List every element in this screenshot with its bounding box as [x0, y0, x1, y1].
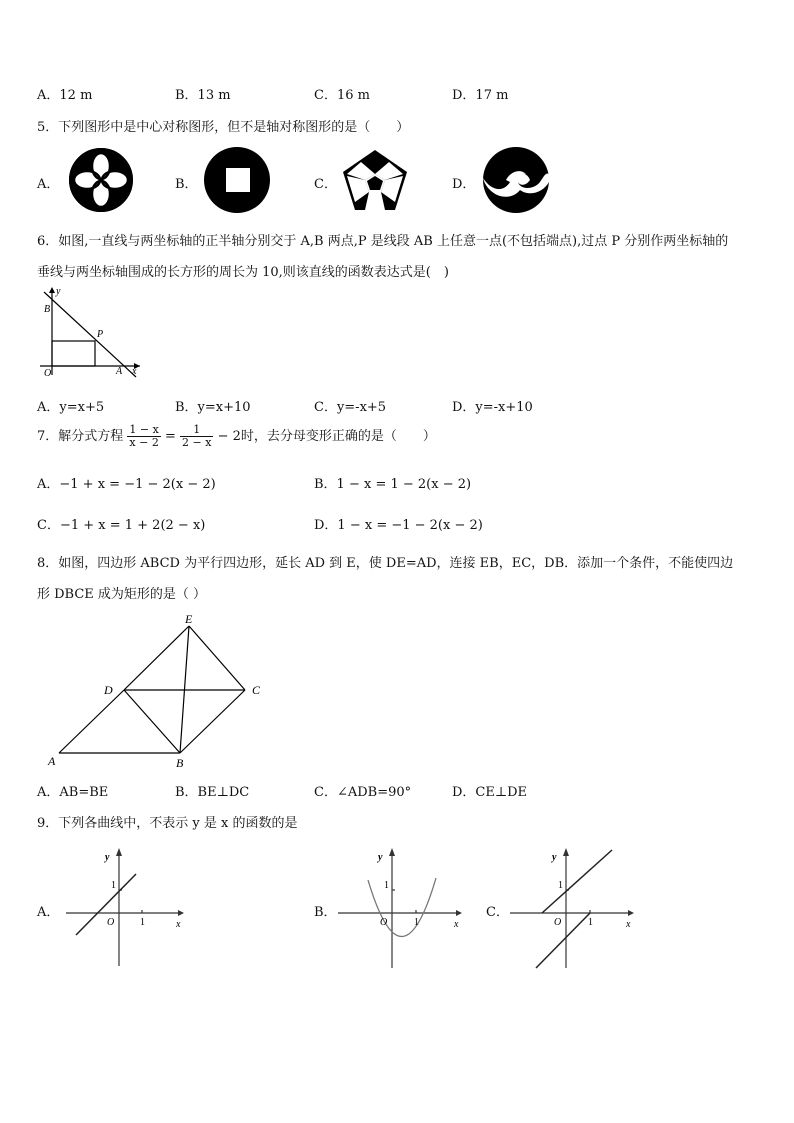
- q4-option-b: B．13 m: [175, 88, 231, 103]
- q8-option-b: B．BE⊥DC: [175, 785, 250, 800]
- q9a-label-one-x: 1: [140, 917, 145, 928]
- q9a-label-one-y: 1: [111, 880, 116, 891]
- coin-square-hole-icon: [203, 146, 271, 214]
- q6-option-c: C．y=-x+5: [314, 400, 387, 415]
- q8-label-c: C: [252, 683, 261, 697]
- q8-stem-line1: 8．如图，四边形 ABCD 为平行四边形，延长 AD 到 E，使 DE=AD，连接 EB，EC，DB．添加一个条件，不能使四边: [37, 556, 734, 571]
- q7-fraction-2: [180, 424, 213, 449]
- q8-label-d: D: [104, 683, 113, 697]
- q9-stem: 9．下列各曲线中，不表示 y 是 x 的函数的是: [37, 816, 298, 831]
- q7-option-c: C．−1 + x = 1 + 2(2 − x): [37, 518, 206, 533]
- q7-option-d: D．1 − x = −1 − 2(x − 2): [314, 518, 483, 533]
- four-petal-circle-icon: [67, 146, 135, 214]
- q7-fraction-1: [127, 424, 160, 449]
- q5-label-b: B．: [175, 177, 198, 192]
- q6-option-b: B．y=x+10: [175, 400, 251, 415]
- q8-stem-line2: 形 DBCE 成为矩形的是（ ）: [37, 587, 207, 602]
- q6-option-a: A．y=x+5: [37, 400, 105, 415]
- q9-graph-c: [508, 846, 638, 970]
- q9b-label-o: O: [380, 917, 388, 928]
- q9a-label-x: x: [176, 919, 181, 930]
- pentagon-flower-icon: [341, 148, 409, 212]
- q9-label-b: B．: [314, 905, 337, 920]
- q8-option-a: A．AB=BE: [37, 785, 109, 800]
- q5-label-d: D．: [452, 177, 476, 192]
- q9c-label-one-y: 1: [558, 880, 563, 891]
- q7-stem-tail: − 2时，去分母变形正确的是（ ）: [217, 429, 436, 444]
- q8-figure: [44, 612, 274, 772]
- q9-graph-b: [336, 846, 466, 970]
- q9b-label-x: x: [454, 919, 459, 930]
- q5-stem: 5．下列图形中是中心对称图形，但不是轴对称图形的是（ ）: [37, 120, 410, 135]
- q9c-label-x: x: [626, 919, 631, 930]
- q7-frac2-numerator: 1: [180, 424, 213, 437]
- q6-label-y: y: [56, 286, 61, 297]
- q9-label-c: C．: [486, 905, 509, 920]
- q9a-label-y: y: [105, 852, 110, 863]
- q6-label-p: P: [97, 329, 104, 340]
- q8-label-b: B: [176, 756, 184, 770]
- wave-circle-icon: [480, 146, 552, 214]
- q6-label-o: O: [44, 368, 52, 379]
- q7-option-a: A．−1 + x = −1 − 2(x − 2): [37, 477, 216, 492]
- q6-label-x: x: [132, 366, 137, 377]
- q7-frac1-denominator: x − 2: [129, 436, 159, 449]
- q9b-label-one-y: 1: [384, 880, 389, 891]
- q7-equals: =: [164, 429, 176, 444]
- q6-figure: [36, 285, 144, 385]
- q9-label-a: A．: [37, 905, 60, 920]
- q6-option-d: D．y=-x+10: [452, 400, 533, 415]
- q7-stem: [37, 424, 436, 449]
- q8-label-e: E: [185, 612, 193, 626]
- q9c-label-o: O: [554, 917, 562, 928]
- q6-label-b: B: [44, 304, 51, 315]
- q4-option-d: D．17 m: [452, 88, 509, 103]
- q7-frac2-denominator: 2 − x: [182, 436, 212, 449]
- q8-option-c: C．∠ADB=90°: [314, 785, 412, 800]
- q4-option-c: C．16 m: [314, 88, 370, 103]
- q8-label-a: A: [48, 754, 56, 768]
- q5-label-c: C．: [314, 177, 337, 192]
- q6-stem-line2: 垂线与两坐标轴围成的长方形的周长为 10,则该直线的函数表达式是( ): [37, 265, 449, 280]
- q7-frac1-numerator: 1 − x: [129, 423, 159, 436]
- q5-label-a: A．: [37, 177, 60, 192]
- q9a-label-o: O: [107, 917, 115, 928]
- q8-option-d: D．CE⊥DE: [452, 785, 527, 800]
- q9b-label-one-x: 1: [414, 917, 419, 928]
- q7-option-b: B．1 − x = 1 − 2(x − 2): [314, 477, 472, 492]
- q6-stem-line1: 6．如图,一直线与两坐标轴的正半轴分别交于 A,B 两点,P 是线段 AB 上任意一点(不包括端点),过点 P 分别作两坐标轴的: [37, 234, 729, 249]
- q7-stem-prefix: 7．解分式方程: [37, 429, 124, 444]
- q9b-label-y: y: [378, 852, 383, 863]
- q9c-label-one-x: 1: [588, 917, 593, 928]
- q9c-label-y: y: [552, 852, 557, 863]
- q4-option-a: A．12 m: [37, 88, 93, 103]
- q6-label-a: A: [116, 366, 123, 377]
- q9-graph-a: [64, 846, 190, 970]
